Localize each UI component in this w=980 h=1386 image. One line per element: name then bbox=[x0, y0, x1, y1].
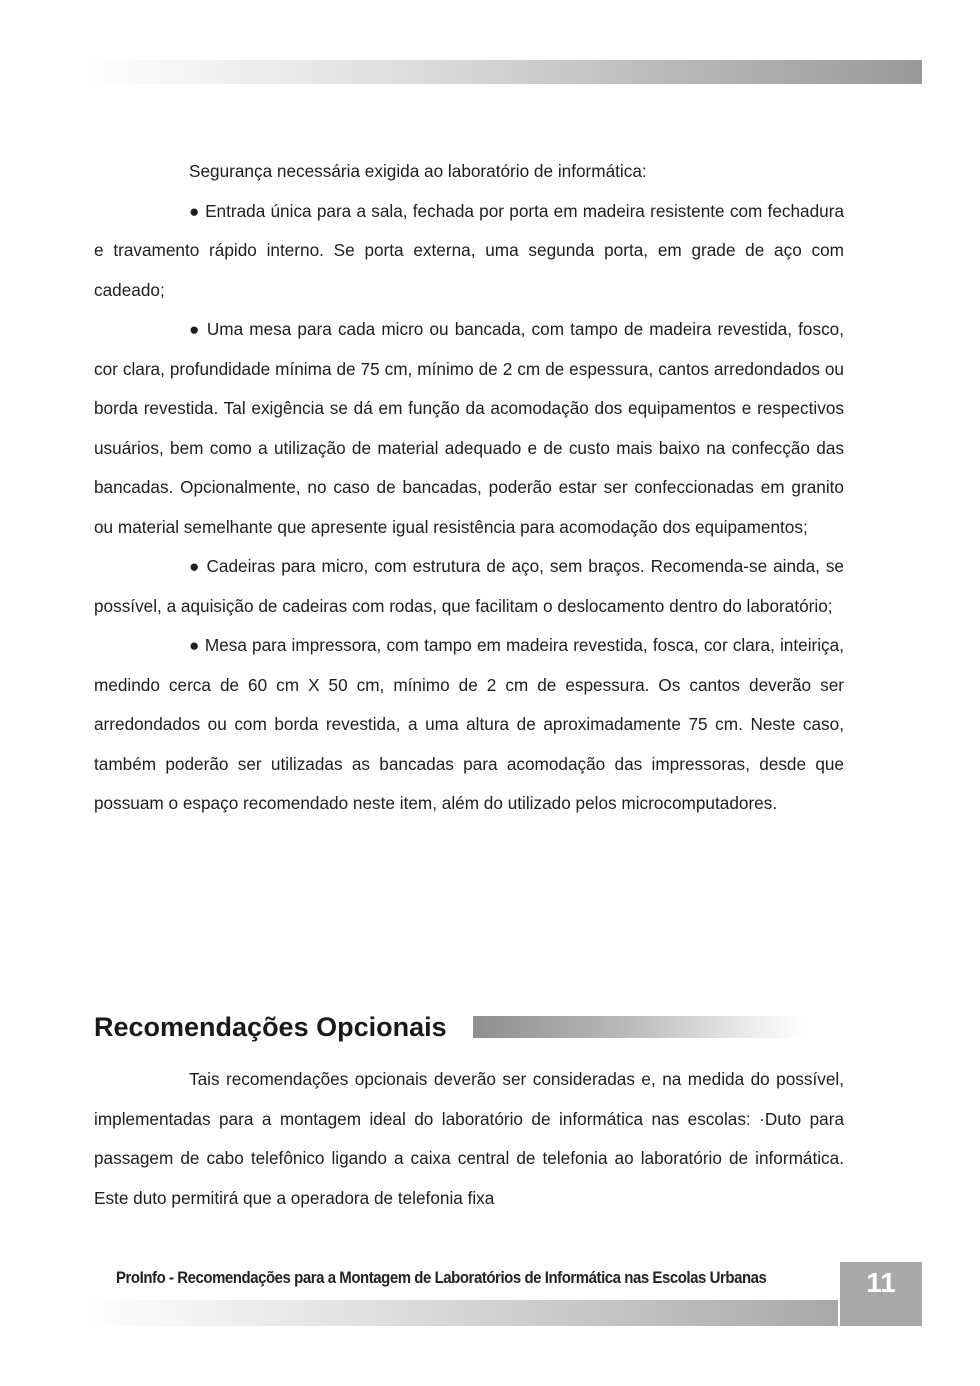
section-text bbox=[94, 1060, 844, 1218]
heading-gradient-bar bbox=[473, 1016, 803, 1038]
page-number: 11 bbox=[866, 1267, 896, 1298]
paragraph-security-intro: Segurança necessária exigida ao laboratório de informática: bbox=[189, 161, 647, 181]
section-heading: Recomendações Opcionais bbox=[94, 1011, 447, 1042]
paragraph-desk: ● Uma mesa para cada micro ou bancada, com tampo de madeira revestida, fosco, cor clara, profundidade mínima de 75 cm, mínimo de 2 cm de espessura, cantos arredondados ou borda revestida. Tal exigência se dá em função da acomodação dos equipamentos e respectivos usuários, bem como a utilização de material adequado e de custo mais baixo na confecção das bancadas. Opcionalmente, no caso de bancadas, poderão estar ser confeccionadas em granito ou material semelhante que apresente igual resistência para acomodação dos equipamentos; bbox=[94, 319, 844, 537]
section-heading-row bbox=[94, 1004, 844, 1050]
header-gradient-bar bbox=[86, 60, 922, 84]
footer-title: ProInfo - Recomendações para a Montagem de Laboratórios de Informática nas Escolas Urbanas bbox=[116, 1268, 767, 1287]
main-text bbox=[94, 152, 844, 824]
paragraph-printer-table: ● Mesa para impressora, com tampo em madeira revestida, fosca, cor clara, inteiriça, medindo cerca de 60 cm X 50 cm, mínimo de 2 cm de espessura. Os cantos deverão ser arredondados ou com borda revestida, a uma altura de aproximadamente 75 cm. Neste caso, também poderão ser utilizadas as bancadas para acomodação das impressoras, desde que possuam o espaço recomendado neste item, além do utilizado pelos microcomputadores. bbox=[94, 635, 844, 813]
footer-gradient-bar bbox=[86, 1300, 838, 1326]
page-number-box bbox=[840, 1262, 922, 1326]
paragraph-chairs: ● Cadeiras para micro, com estrutura de aço, sem braços. Recomenda-se ainda, se possível, a aquisição de cadeiras com rodas, que facilitam o deslocamento dentro do laboratório; bbox=[94, 556, 844, 616]
paragraph-entrance: ● Entrada única para a sala, fechada por porta em madeira resistente com fechadura e travamento rápido interno. Se porta externa, uma segunda porta, em grade de aço com cadeado; bbox=[94, 200, 844, 300]
paragraph-optional-recommendations: Tais recomendações opcionais deverão ser consideradas e, na medida do possível, implementadas para a montagem ideal do laboratório de informática nas escolas: ·Duto para passagem de cabo telefônico ligando a caixa central de telefonia ao laboratório de informática. Este duto permitirá que a operadora de telefonia fixa bbox=[94, 1069, 844, 1208]
